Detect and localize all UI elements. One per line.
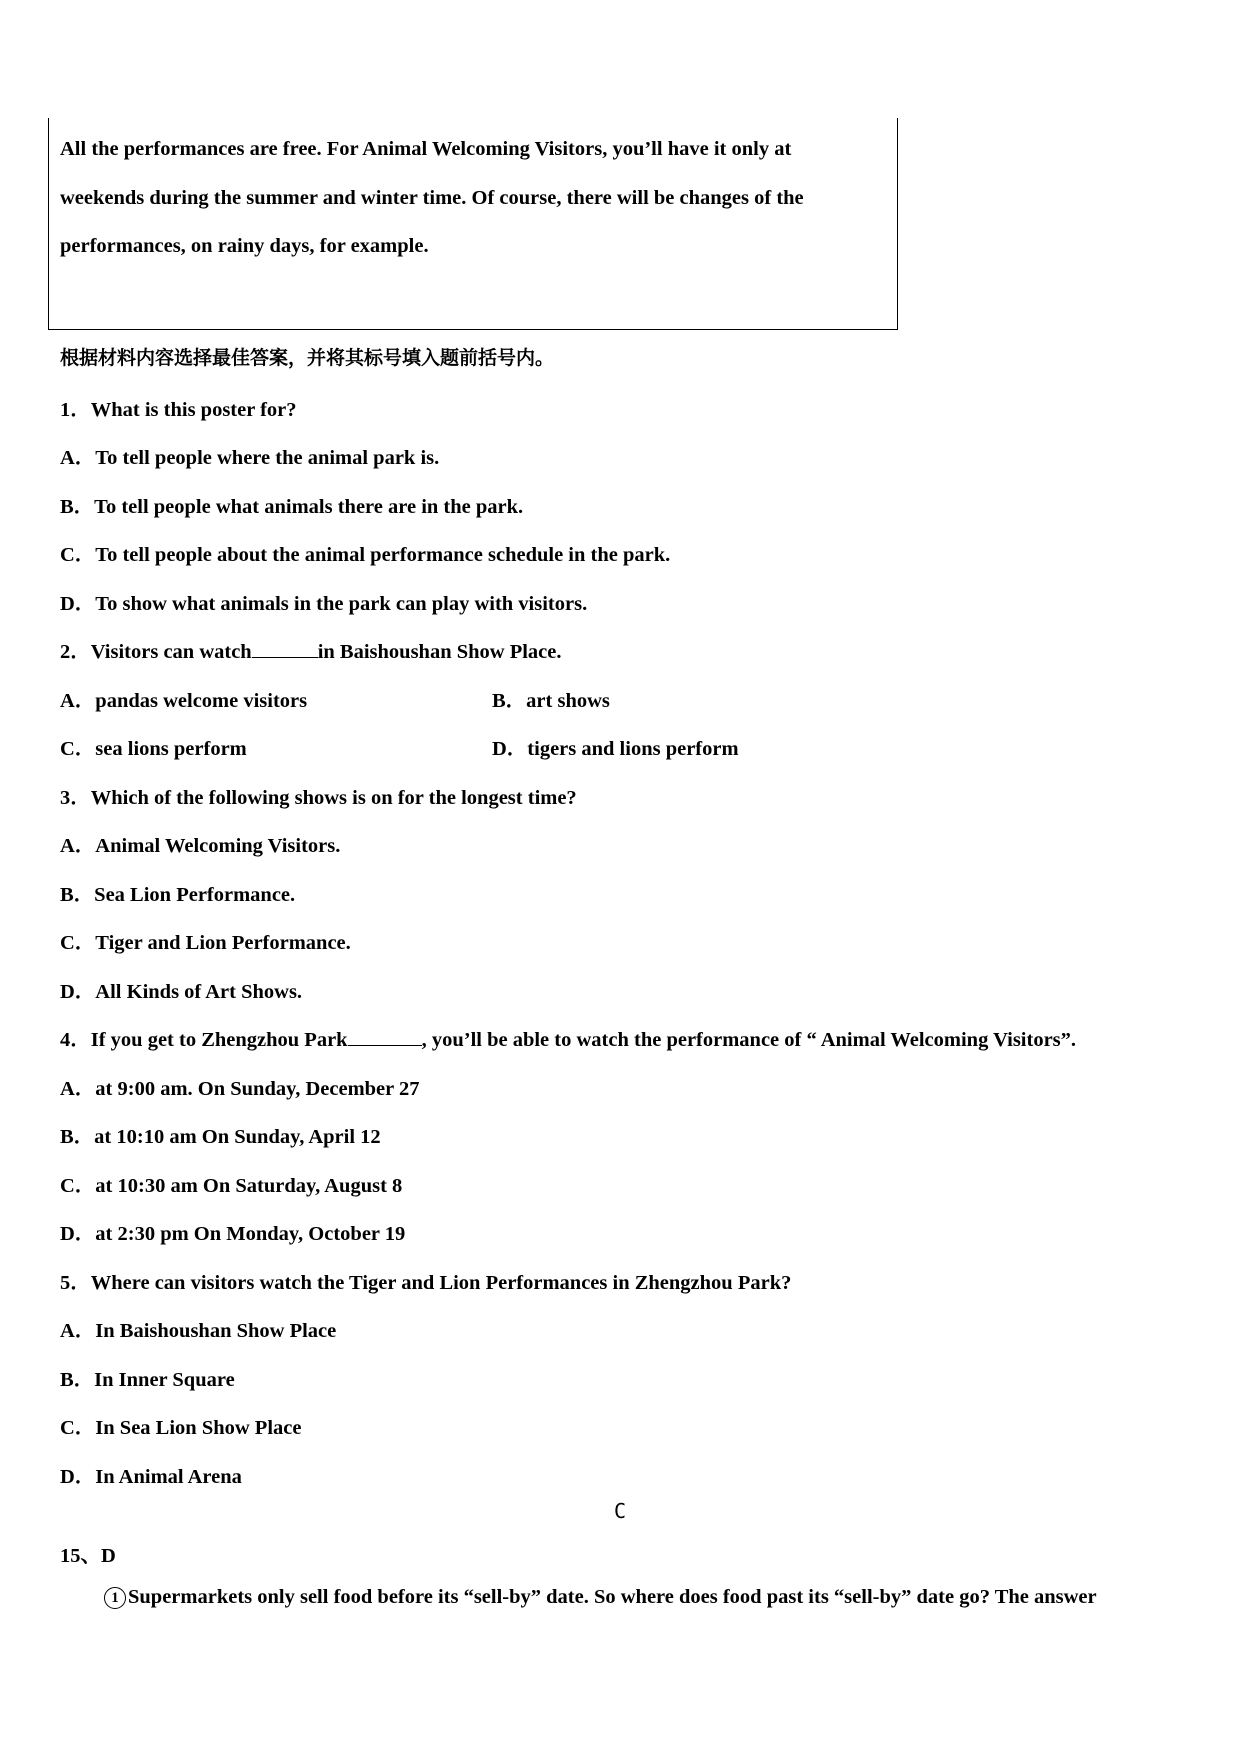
answer-blank — [252, 639, 318, 658]
question-2-stem-before: 2．Visitors can watch — [60, 641, 252, 663]
passage-line: weekends during the summer and winter time. Of course, there will be changes of the — [60, 187, 804, 209]
question-1-option-b: B．To tell people what animals there are in the park. — [60, 496, 524, 518]
question-4-option-d: D．at 2:30 pm On Monday, October 19 — [60, 1223, 406, 1245]
question-5-option-b: B．In Inner Square — [60, 1369, 235, 1391]
question-3-option-c: C．Tiger and Lion Performance. — [60, 932, 351, 954]
question-4-option-a: A．at 9:00 am. On Sunday, December 27 — [60, 1078, 420, 1100]
instruction-text: 根据材料内容选择最佳答案，并将其标号填入题前括号内。 — [60, 347, 555, 369]
question-3-option-d: D．All Kinds of Art Shows. — [60, 981, 303, 1003]
question-3-option-b: B．Sea Lion Performance. — [60, 884, 296, 906]
question-1-option-a: A．To tell people where the animal park is. — [60, 447, 440, 469]
next-passage-text: Supermarkets only sell food before its “sell-by” date. So where does food past its “sell-by” date go? The answer — [128, 1586, 1097, 1608]
passage-line: performances, on rainy days, for example. — [60, 235, 429, 257]
question-2-option-d: D．tigers and lions perform — [492, 738, 739, 760]
question-5-option-d: D．In Animal Arena — [60, 1466, 242, 1488]
question-3-option-a: A．Animal Welcoming Visitors. — [60, 835, 341, 857]
question-4-stem-before: 4．If you get to Zhengzhou Park — [60, 1029, 348, 1051]
question-3-stem: 3．Which of the following shows is on for the longest time? — [60, 787, 577, 809]
circled-number-marker: 1 — [104, 1587, 126, 1609]
question-4-stem — [60, 1022, 1076, 1052]
question-1-option-d: D．To show what animals in the park can play with visitors. — [60, 593, 588, 615]
question-1-stem: 1．What is this poster for? — [60, 399, 297, 421]
question-2-stem-after: in Baishoushan Show Place. — [317, 641, 562, 663]
question-2-stem — [60, 634, 562, 664]
question-5-option-c: C．In Sea Lion Show Place — [60, 1417, 302, 1439]
answer-blank — [348, 1027, 422, 1046]
question-5-option-a: A．In Baishoushan Show Place — [60, 1320, 337, 1342]
question-4-option-b: B．at 10:10 am On Sunday, April 12 — [60, 1126, 381, 1148]
next-passage-line — [104, 1586, 1097, 1609]
passage-line: All the performances are free. For Animal Welcoming Visitors, you’ll have it only at — [60, 138, 792, 160]
question-1-option-c: C．To tell people about the animal performance schedule in the park. — [60, 544, 671, 566]
answer-label: 15、D — [60, 1545, 116, 1567]
question-4-option-c: C．at 10:30 am On Saturday, August 8 — [60, 1175, 403, 1197]
section-letter: C — [613, 1499, 627, 1523]
question-2-option-c: C．sea lions perform — [60, 738, 247, 760]
question-2-option-a: A．pandas welcome visitors — [60, 690, 308, 712]
question-5-stem: 5．Where can visitors watch the Tiger and Lion Performances in Zhengzhou Park? — [60, 1272, 792, 1294]
question-2-option-b: B．art shows — [492, 690, 610, 712]
question-4-stem-after: , you’ll be able to watch the performance of “ Animal Welcoming Visitors”. — [421, 1029, 1077, 1051]
